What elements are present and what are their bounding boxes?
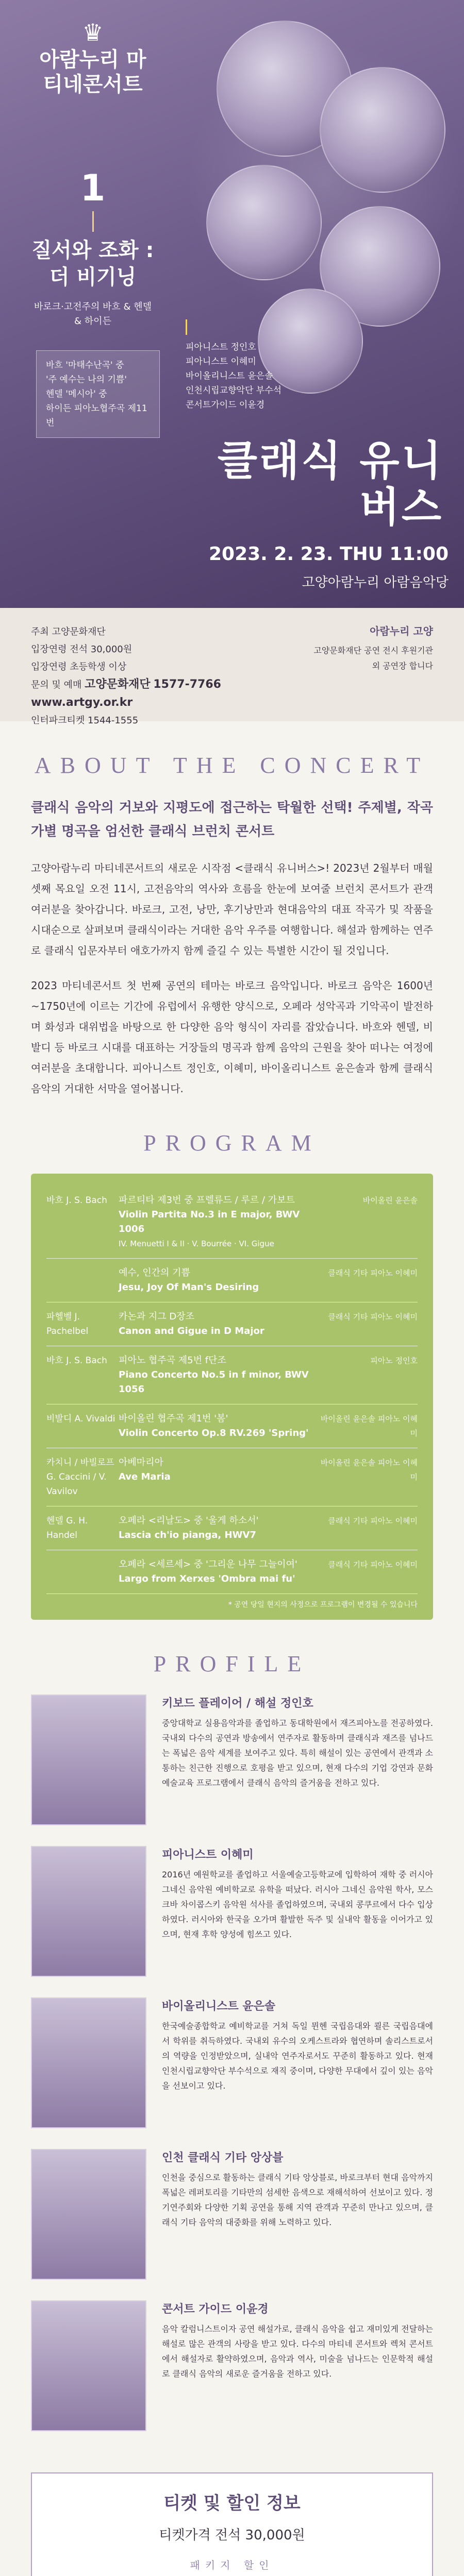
work-title-en: Largo from Xerxes 'Ombra mai fu'	[119, 1573, 295, 1584]
program-work	[119, 1266, 314, 1295]
profile-name: 바이올리니스트 윤은솔	[162, 2000, 276, 2013]
contact-line	[31, 676, 320, 712]
work-title-en: Piano Concerto No.5 in f minor, BWV 1056	[119, 1369, 309, 1395]
profile-card	[31, 2300, 433, 2431]
profile-name: 콘서트 가이드 이윤경	[162, 2303, 269, 2316]
program-row	[46, 1506, 418, 1550]
profile-bio: 중앙대학교 실용음악과를 졸업하고 동대학원에서 재즈피아노를 전공하였다. 국내외 다수의 공연과 방송에서 연주자로 활동하며 클래식과 재즈를 넘나드는 폭넓은 음악 세계를 보여주고 있다. 특히 해설이 있는 공연에서 관객과 소통하는 친근한 진행으로 호평을 받고 있으며, 현재 다수의 기업 강연과 문화예술교육 프로그램에서 클래식 음악의 즐거움을 전하고 있다.	[162, 1718, 433, 1788]
section-title-profile: PROFILE	[153, 1651, 311, 1676]
performer-name: 피아니스트 정인호	[186, 342, 256, 352]
venue-logo: 아람누리 고양	[370, 625, 433, 637]
program-row	[46, 1448, 418, 1506]
profile-text	[162, 1997, 433, 2128]
program-work	[119, 1412, 314, 1440]
performer-photo	[206, 165, 322, 280]
program-composer: 헨델 G. H. Handel	[46, 1516, 88, 1540]
about-section	[0, 796, 464, 1099]
ticket-info	[31, 2472, 433, 2576]
work-title-en: Canon and Gigue in D Major	[119, 1326, 264, 1336]
work-title-ko: 아베마리아	[119, 1457, 163, 1468]
profile-bio: 음악 칼럼니스트이자 공연 해설가로, 클래식 음악을 쉽고 재미있게 전달하는 해설로 많은 관객의 사랑을 받고 있다. 다수의 마티네 콘서트와 렉처 콘서트에서 해설자로 활약하였으며, 음악과 역사, 미술을 넘나드는 인문학적 해설로 클래식 음악의 새로운 즐거움을 전하고 있다.	[162, 2324, 433, 2379]
divider	[186, 319, 187, 335]
program-row	[46, 1259, 418, 1302]
program-row	[46, 1346, 418, 1404]
episode-block	[31, 167, 155, 329]
work-title-ko: 오페라 <세르세> 중 '그리운 나무 그늘이여'	[119, 1559, 297, 1570]
profile-name: 키보드 플레이어 / 해설 정인호	[162, 1697, 313, 1710]
program-composer: 파헬벨 J. Pachelbel	[46, 1312, 89, 1336]
contact-phone[interactable]: 1577-7766	[153, 678, 221, 691]
divider	[92, 211, 94, 232]
info-left	[31, 623, 320, 730]
work-movements: IV. Menuetti I & II · V. Bourrée · VI. Gigue	[119, 1239, 274, 1248]
section-title-program: PROGRAM	[143, 1130, 321, 1156]
profile-bio: 인천을 중심으로 활동하는 클래식 기타 앙상블로, 바로크부터 현대 음악까지 폭넓은 레퍼토리를 기타만의 섬세한 음색으로 재해석하여 선보이고 있다. 정기연주회와 다양한 기획 공연을 통해 지역 관객과 꾸준히 만나고 있으며, 클래식 기타 음악의 대중화를 위해 노력하고 있다.	[162, 2173, 433, 2227]
hero-banner	[0, 0, 464, 608]
concert-date: 2023. 2. 23. THU 11:00	[208, 544, 449, 565]
profile-card	[31, 2149, 433, 2280]
hero-program-line: 바흐 '마태수난곡' 중	[46, 360, 124, 370]
program-composer	[46, 1266, 119, 1295]
contact-org: 고양문화재단	[85, 678, 151, 691]
performer-photo	[320, 67, 445, 193]
about-paragraph: 2023 마티네콘서트 첫 번째 공연의 테마는 바로크 음악입니다. 바로크 음악은 1600년~1750년에 이르는 기간에 유럽에서 유행한 양식으로, 오페라 성악곡과 기악곡이 발전하며 화성과 대위법을 바탕으로 한 다양한 음악 형식이 자리를 잡았습니다. 바흐와 헨델, 비발디 등 바로크 시대를 대표하는 거장들의 명곡과 함께 음악의 근원을 찾아 떠나는 여정에 여러분을 초대합니다. 피아니스트 정인호, 이혜미, 바이올리니스트 윤은솔과 함께 클래식 음악의 거대한 서막을 열어봅니다.	[31, 979, 433, 1095]
profile-photo	[31, 2300, 146, 2431]
performer-name: 바이올리니스트 윤은솔	[186, 371, 273, 381]
profile-photo	[31, 1846, 146, 1977]
info-strip	[0, 608, 464, 726]
program-work	[119, 1310, 314, 1338]
profile-photo	[31, 2149, 146, 2280]
profile-card	[31, 1694, 433, 1825]
sponsor-line: 외 공연장 합니다	[372, 661, 433, 671]
about-paragraph: 고양아람누리 마티네콘서트의 새로운 시작점 <클래식 유니버스>! 2023년 2월부터 매월 셋째 목요일 오전 11시, 고전음악의 역사와 흐름을 한눈에 보여줄 브런치 콘서트가 관객 여러분을 찾아갑니다. 바로크, 고전, 낭만, 후기낭만과 현대음악의 대표 작곡가 및 작품을 시대순으로 살펴보며 클래식이라는 거대한 음악 우주를 여행합니다. 해설과 함께하는 연주로 클래식 입문자부터 애호가까지 함께 즐길 수 있는 특별한 시간이 될 것입니다.	[31, 862, 433, 957]
episode-caption: 바로크·고전주의 바흐 & 헨델 & 하이든	[34, 301, 152, 327]
age-text: 입장연령 초등학생 이상	[31, 662, 127, 672]
program-performer: 클래식 기타 피아노 이혜미	[328, 1516, 418, 1526]
program-note: * 공연 당일 현지의 사정으로 프로그램이 변경될 수 있습니다	[228, 1601, 418, 1609]
series-brand	[36, 21, 150, 97]
main-title: 클래식 유니버스	[217, 437, 443, 531]
program-row	[46, 1186, 418, 1259]
concert-venue: 고양아람누리 아람음악당	[302, 575, 449, 590]
program-row	[46, 1550, 418, 1594]
episode-subtitle: 질서와 조화 : 더 비기닝	[31, 239, 154, 289]
program-performer: 클래식 기타 피아노 이혜미	[328, 1560, 418, 1569]
contact-web-link[interactable]: www.artgy.or.kr	[31, 696, 133, 709]
performer-name: 인천시립교향악단 부수석	[186, 385, 282, 396]
performer-list	[186, 319, 289, 412]
profile-photo	[31, 1997, 146, 2128]
host-text: 주최 고양문화재단	[31, 626, 106, 637]
contact-prefix: 문의 및 예매	[31, 680, 82, 690]
profile-text	[162, 2300, 433, 2431]
profile-card	[31, 1846, 433, 1977]
hero-program-line: '주 예수는 나의 기쁨'	[46, 375, 127, 385]
work-title-ko: 바이올린 협주곡 제1번 '봄'	[119, 1413, 228, 1424]
package-heading: 패키지 할인	[190, 2559, 274, 2571]
profile-name: 인천 클래식 기타 앙상블	[162, 2151, 284, 2164]
ticket-price: 티켓가격 전석 30,000원	[159, 2528, 305, 2543]
program-composer	[46, 1557, 119, 1586]
program-performer: 피아노 정인호	[370, 1356, 418, 1365]
program-work	[119, 1557, 314, 1586]
ticket-title: 티켓 및 할인 정보	[163, 2493, 301, 2514]
program-performer: 바이올린 윤은솔 피아노 이혜미	[320, 1414, 418, 1438]
program-composer: 카치니 / 바빌로프 G. Caccini / V. Vavilov	[46, 1458, 114, 1497]
performer-name: 피아니스트 이혜미	[186, 357, 256, 367]
profile-photo	[31, 1694, 146, 1825]
program-composer: 바흐 J. S. Bach	[46, 1355, 107, 1366]
profile-text	[162, 1846, 433, 1977]
series-title: 아람누리 마티네콘서트	[39, 48, 146, 96]
program-work	[119, 1193, 314, 1251]
work-title-en: Violin Concerto Op.8 RV.269 'Spring'	[119, 1428, 309, 1438]
profile-text	[162, 2149, 433, 2280]
about-lead: 클래식 음악의 거보와 지평도에 접근하는 탁월한 선택! 주제별, 작곡가별 명곡을 엄선한 클래식 브런치 콘서트	[31, 800, 433, 839]
program-row	[46, 1404, 418, 1448]
program-table	[31, 1174, 433, 1620]
program-work	[119, 1353, 314, 1397]
profile-bio: 한국예술종합학교 예비학교를 거쳐 독일 뮌헨 국립음대와 쾰른 국립음대에서 학위를 취득하였다. 국내외 유수의 오케스트라와 협연하며 솔리스트로서의 역량을 인정받았으며, 실내악 연주자로서도 꾸준히 활동하고 있다. 현재 인천시립교향악단 부수석으로 재직 중이며, 다양한 무대에서 깊이 있는 음악을 선보이고 있다.	[162, 2021, 433, 2091]
program-performer: 클래식 기타 피아노 이혜미	[328, 1268, 418, 1278]
program-performer: 바이올린 윤은솔	[362, 1196, 418, 1205]
program-performer: 바이올린 윤은솔 피아노 이혜미	[320, 1458, 418, 1482]
sponsor-line: 고양문화재단 공연 전시 후원기관	[313, 646, 433, 655]
hero-program-line: 하이든 피아노협주곡 제11번	[46, 403, 147, 428]
program-work	[119, 1455, 314, 1499]
work-title-ko: 카논과 지그 D장조	[119, 1311, 195, 1322]
work-title-en: Jesu, Joy Of Man's Desiring	[119, 1282, 259, 1293]
work-title-ko: 피아노 협주곡 제5번 f단조	[119, 1355, 226, 1366]
price-text: 입장연령 전석 30,000원	[31, 644, 132, 655]
work-title-en: Lascia ch'io pianga, HWV7	[119, 1530, 256, 1540]
work-title-en: Violin Partita No.3 in E major, BWV 1006	[119, 1209, 300, 1234]
program-row	[46, 1302, 418, 1346]
info-right	[299, 623, 433, 674]
work-title-en: Ave Maria	[119, 1471, 171, 1482]
crown-icon: ♛	[82, 19, 104, 46]
program-performer: 클래식 기타 피아노 이혜미	[328, 1312, 418, 1321]
hero-program-box	[36, 350, 160, 438]
ticketlink-text: 인터파크티켓 1544-1555	[31, 715, 139, 726]
program-composer: 비발디 A. Vivaldi	[46, 1414, 115, 1424]
program-work	[119, 1514, 314, 1543]
work-title-ko: 예수, 인간의 기쁨	[119, 1267, 190, 1278]
hero-program-line: 헨델 '메시아' 중	[46, 389, 107, 399]
work-title-ko: 오페라 <리날도> 중 '울게 하소서'	[119, 1515, 259, 1526]
program-composer: 바흐 J. S. Bach	[46, 1195, 107, 1206]
work-title-ko: 파르티타 제3번 중 프렐류드 / 루르 / 가보트	[119, 1195, 295, 1206]
section-title-about: ABOUT THE CONCERT	[34, 753, 430, 778]
profile-bio: 2016년 예원학교를 졸업하고 서울예술고등학교에 입학하여 재학 중 러시아 그네신 음악원 예비학교로 유학을 떠났다. 러시아 그네신 음악원 학사, 모스크바 차이콥스키 음악원 석사를 졸업하였으며, 국내외 콩쿠르에서 다수 입상하였다. 러시아와 한국을 오가며 활발한 독주 및 실내악 활동을 이어가고 있으며, 현재 후학 양성에 힘쓰고 있다.	[162, 1870, 433, 1939]
profile-name: 피아니스트 이혜미	[162, 1849, 254, 1861]
profile-card	[31, 1997, 433, 2128]
profile-text	[162, 1694, 433, 1825]
performer-name: 콘서트가이드 이윤경	[186, 400, 265, 410]
episode-number: 1	[80, 167, 106, 209]
